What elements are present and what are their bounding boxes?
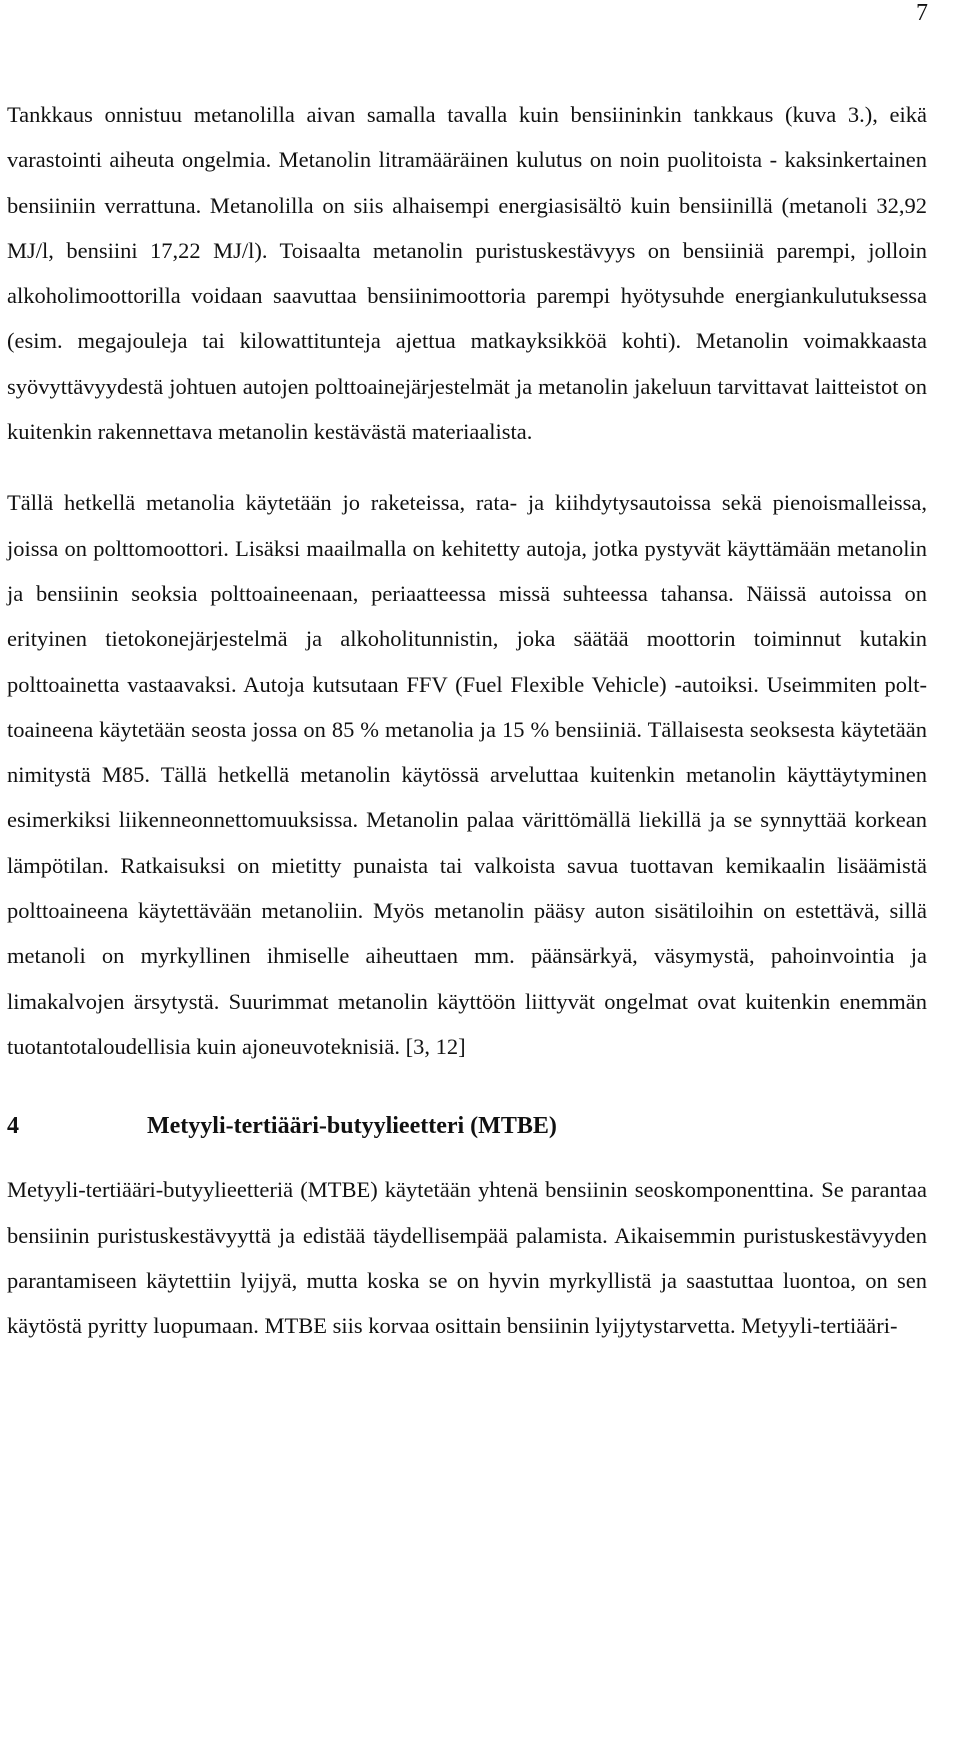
paragraph-methanol-refueling: Tankkaus onnistuu metanolilla aivan samalla tavalla kuin bensiininkin tankkaus (kuva 3.), eikä varastointi aiheuta ongelmia. Metanolin litramääräinen kulutus on noin puolitoista - kaksinkertainen bensiiniin verrattuna. Metanolilla on siis alhaisempi energiasisältö kuin bensiinillä (metanoli 32,92 MJ/l, bensiini 17,22 MJ/l). Toisaalta metanolin puristuskestävyys on bensiiniä parempi, jolloin alkoholimoottorilla voidaan saavuttaa bensiinimoottoria parempi hyötysuhde energiankulutuksessa (esim. megajouleja tai kilowattitunteja ajettua matkayksikköä kohti). Metanolin voimakkaasta syövyttävyydestä johtuen autojen polttoainejärjestelmät ja metanolin jakeluun tarvittavat laitteistot on kuitenkin rakennettava metanolin kestävästä materiaalista. xyxy=(7,102,927,445)
document-body xyxy=(7,92,927,1348)
section-title: Metyyli-tertiääri-butyylieetteri (MTBE) xyxy=(147,1112,557,1139)
section-number: 4 xyxy=(7,1112,19,1139)
paragraph-methanol-usage: Tällä hetkellä metanolia käytetään jo raketeissa, rata- ja kiihdytysautoissa sekä pienoismalleissa, joissa on polttomoottori. Lisäksi maailmalla on kehitetty autoja, jotka pystyvät käyttämään metanolin ja bensiinin seoksia polttoaineenaan, periaatteessa missä suhteessa tahansa. Näissä autoissa on erityinen tietokonejärjestelmä ja alkoholitunnistin, joka säätää moottorin toiminnut kutakin polttoainetta vastaavaksi. Autoja kutsutaan FFV (Fuel Flexible Vehicle) -autoiksi. Useimmiten polttoaineena käytetään seosta jossa on 85 % metanolia ja 15 % bensiiniä. Tällaisesta seoksesta käytetään nimitystä M85. Tällä hetkellä metanolin käytössä arveluttaa kuitenkin metanolin käyttäytyminen esimerkiksi liikenneonnettomuuksissa. Metanolin palaa värittömällä liekillä ja se synnyttää korkean lämpötilan. Ratkaisuksi on mietitty punaista tai valkoista savua tuottavan kemikaalin lisäämistä polttoaineena käytettävään metanoliin. Myös metanolin pääsy auton sisätiloihin on estettävä, sillä metanoli on myrkyllinen ihmiselle aiheuttaen mm. päänsärkyä, väsymystä, pahoinvointia ja limakalvojen ärsytystä. Suurimmat metanolin käyttöön liittyvät ongelmat ovat kuitenkin enemmän tuotantotaloudellisia kuin ajoneuvoteknisiä. [3, 12] xyxy=(7,490,927,1059)
paragraph-mtbe: Metyyli-tertiääri-butyylieetteriä (MTBE) käytetään yhtenä bensiinin seoskomponenttina. Se parantaa bensiinin puristuskestävyyttä ja edistää täydellisempää palamista. Aikaisemmin puristuskestävyyden parantamiseen käytettiin lyijyä, mutta koska se on hyvin myrkyllistä ja saastuttaa luontoa, on sen käytöstä pyritty luopumaan. MTBE siis korvaa osittain bensiinin lyijytystarvetta. Metyyli-tertiääri- xyxy=(7,1177,927,1339)
section-heading xyxy=(7,1097,927,1155)
page-number: 7 xyxy=(916,0,928,26)
